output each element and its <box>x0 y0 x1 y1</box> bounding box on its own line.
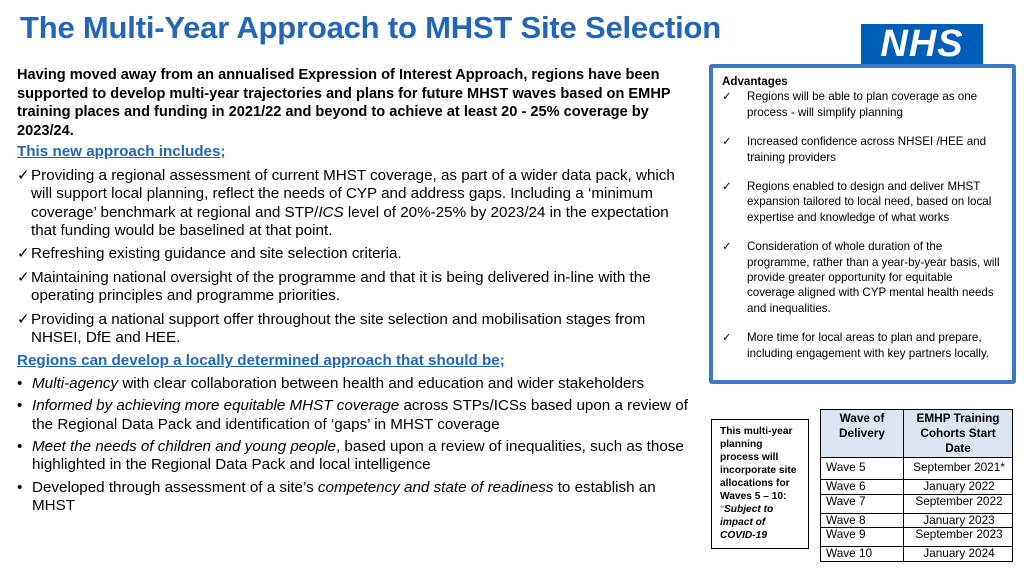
regions-item-text: Multi-agency with clear collaboration between health and education and wider stakeholders <box>32 374 645 392</box>
bullet-icon: • <box>17 478 23 496</box>
regions-item <box>17 479 697 516</box>
approach-item <box>17 245 697 263</box>
approach-item-text: Providing a regional assessment of current MHST coverage, as part of a wider data pack, which will support local planning, reflect the needs of CYP and address gaps. Including a ‘minimum coverage’ benchmark at regional and STP/ICS level of 20%-25% by 2023/24 in the expectation that funding would be baselined at that point. <box>31 166 675 239</box>
advantages-box <box>709 64 1016 384</box>
bullet-icon: • <box>17 374 23 392</box>
column-header: Wave of Delivery <box>821 410 904 458</box>
regions-item <box>17 397 697 434</box>
approach-item <box>17 167 697 241</box>
table-row: Wave 10 January 2024 <box>821 547 1013 562</box>
check-icon: ✓ <box>17 268 30 286</box>
regions-item <box>17 375 697 393</box>
regions-heading: Regions can develop a locally determined approach that should be; <box>17 352 505 370</box>
main-content <box>17 66 697 516</box>
check-icon: ✓ <box>17 310 30 328</box>
regions-item-text: Meet the needs of children and young people, based upon a review of inequalities, such as those highlighted in the Regional Data Pack and local intelligence <box>32 438 684 474</box>
advantage-item: ✓ Increased confidence across NHSEI /HEE and training providers <box>722 135 987 164</box>
bullet-icon: • <box>17 438 23 456</box>
check-icon: ✓ <box>722 331 732 345</box>
bullet-icon: • <box>17 397 23 415</box>
approach-item-text: Providing a national support offer throughout the site selection and mobilisation stages from NHSEI, DfE and HEE. <box>31 310 646 347</box>
table-header-row <box>821 410 1013 458</box>
regions-item-text: Informed by achieving more equitable MHST coverage across STPs/ICSs based upon a review of the Regional Data Pack and identification of ‘gaps’ in MHST coverage <box>32 397 688 433</box>
approach-heading: This new approach includes; <box>17 143 226 161</box>
planning-note: This multi-year planning process will incorporate site allocations for Waves 5 – 10: *Subject to impact of COVID-19 <box>711 419 809 549</box>
intro-paragraph: Having moved away from an annualised Expression of Interest Approach, regions have been supported to develop multi-year trajectories and plans for future MHST waves based on EMHP training places and funding in 2021/22 and beyond to achieve at least 20 - 25% coverage by 2023/24. <box>17 67 671 139</box>
advantage-item: ✓ More time for local areas to plan and prepare, including engagement with key partners locally. <box>722 331 990 360</box>
approach-item-text: Refreshing existing guidance and site selection criteria. <box>31 245 402 263</box>
table-row: Wave 9 September 2023 <box>821 528 1013 547</box>
regions-item <box>17 438 697 475</box>
wave-table <box>820 409 1013 562</box>
table-row: Wave 8 January 2023 <box>821 513 1013 528</box>
table-row: Wave 7 September 2022 <box>821 494 1013 513</box>
column-header: EMHP Training Cohorts Start Date <box>904 410 1013 458</box>
check-icon: ✓ <box>722 240 732 254</box>
check-icon: ✓ <box>17 166 30 184</box>
advantage-item: ✓ Regions enabled to design and deliver MHST expansion tailored to local need, based on local expertise and knowledge of what works <box>722 180 992 224</box>
advantage-item: ✓ Consideration of whole duration of the programme, rather than a year-by-year basis, will provide greater opportunity for equitable coverage aligned with CYP mental health needs and inequalities. <box>722 240 1000 315</box>
regions-item-text: Developed through assessment of a site’s competency and state of readiness to establish an MHST <box>32 478 656 515</box>
approach-item <box>17 311 697 348</box>
advantage-item: ✓ Regions will be able to plan coverage as one process - will simplify planning <box>722 90 978 119</box>
check-icon: ✓ <box>722 135 732 149</box>
check-icon: ✓ <box>722 90 732 104</box>
approach-item <box>17 269 697 306</box>
nhs-logo: NHS <box>861 24 983 64</box>
check-icon: ✓ <box>722 180 732 194</box>
check-icon: ✓ <box>17 245 30 263</box>
approach-item-text: Maintaining national oversight of the programme and that it is being delivered in-line with the operating principles and programme priorities. <box>31 268 651 305</box>
table-row: Wave 5 September 2021* <box>821 458 1013 480</box>
advantages-title: Advantages <box>722 75 788 88</box>
table-row: Wave 6 January 2022 <box>821 480 1013 495</box>
page-title: The Multi-Year Approach to MHST Site Selection <box>20 10 722 45</box>
